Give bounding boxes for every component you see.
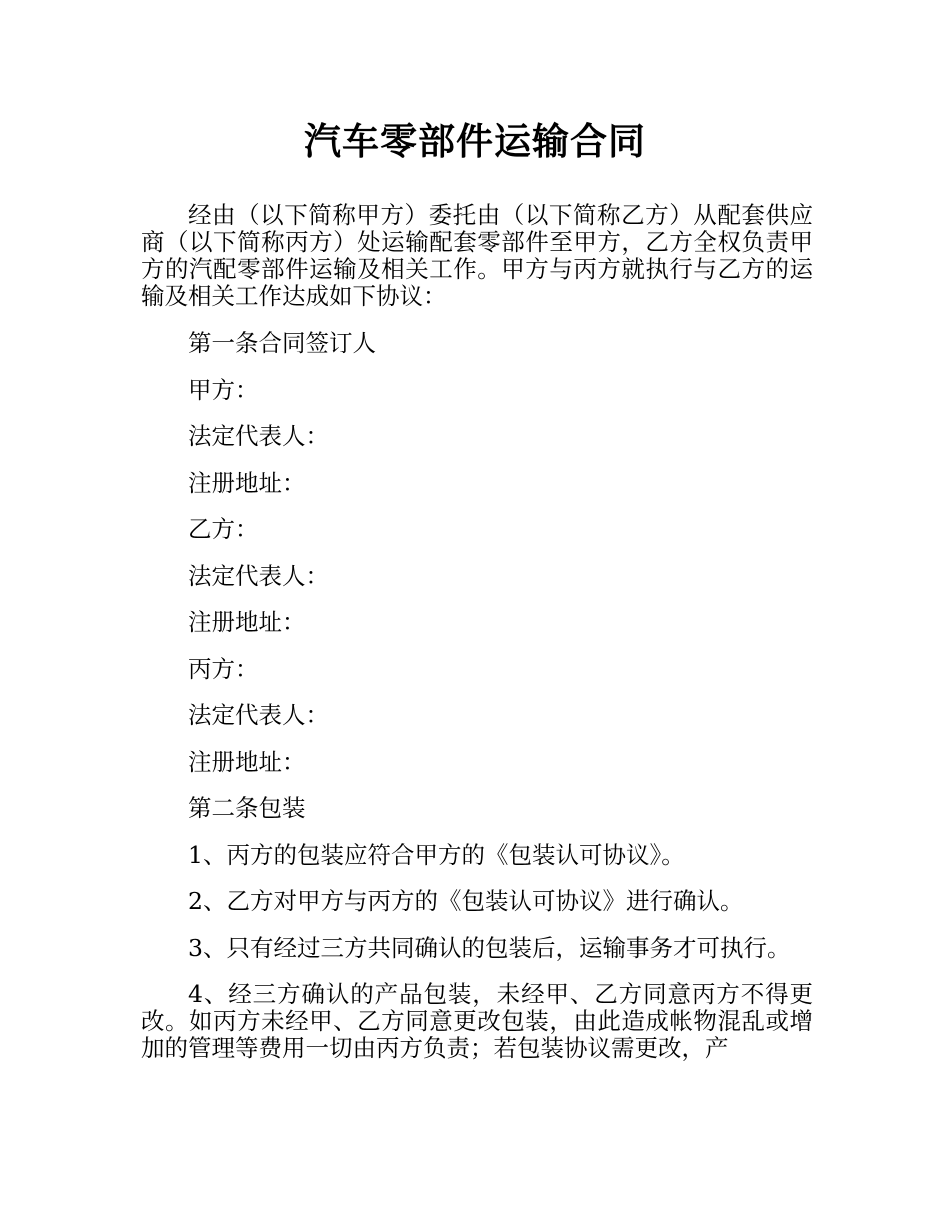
article2-heading: 第二条包装 [188,794,306,822]
party-c-label: 丙方： [188,654,259,683]
article1-heading: 第一条合同签订人 [188,329,376,357]
document-body [141,202,813,1062]
party-b-label: 乙方： [188,515,259,543]
intro-paragraph: 经由（以下简称甲方）委托由（以下简称乙方）从配套供应商（以下简称丙方）处运输配套零部件至甲方，乙方全权负责甲方的汽配零部件运输及相关工作。甲方与丙方就执行与乙方的运输及相关工作达成如下协议： [141,201,813,310]
party-b-address: 注册地址： [188,608,306,636]
article2-item-1: 1、丙方的包装应符合甲方的《包装认可协议》。 [188,840,685,869]
party-a-label: 甲方： [188,375,259,404]
party-a-address: 注册地址： [188,468,306,497]
article2-item-3: 3、只有经过三方共同确认的包装后，运输事务才可执行。 [188,933,791,962]
document-title: 汽车零部件运输合同 [304,120,646,163]
article2-item-2: 2、乙方对甲方与丙方的《包装认可协议》进行确认。 [188,887,744,915]
party-c-representative: 法定代表人： [188,701,329,729]
party-b-representative: 法定代表人： [188,561,329,590]
article2-item-4: 4、经三方确认的产品包装，未经甲、乙方同意丙方不得更改。如丙方未经甲、乙方同意更改包装，由此造成帐物混乱或增加的管理等费用一切由丙方负责；若包装协议需更改，产 [141,980,813,1062]
party-a-representative: 法定代表人： [188,422,329,450]
party-c-address: 注册地址： [188,747,306,776]
